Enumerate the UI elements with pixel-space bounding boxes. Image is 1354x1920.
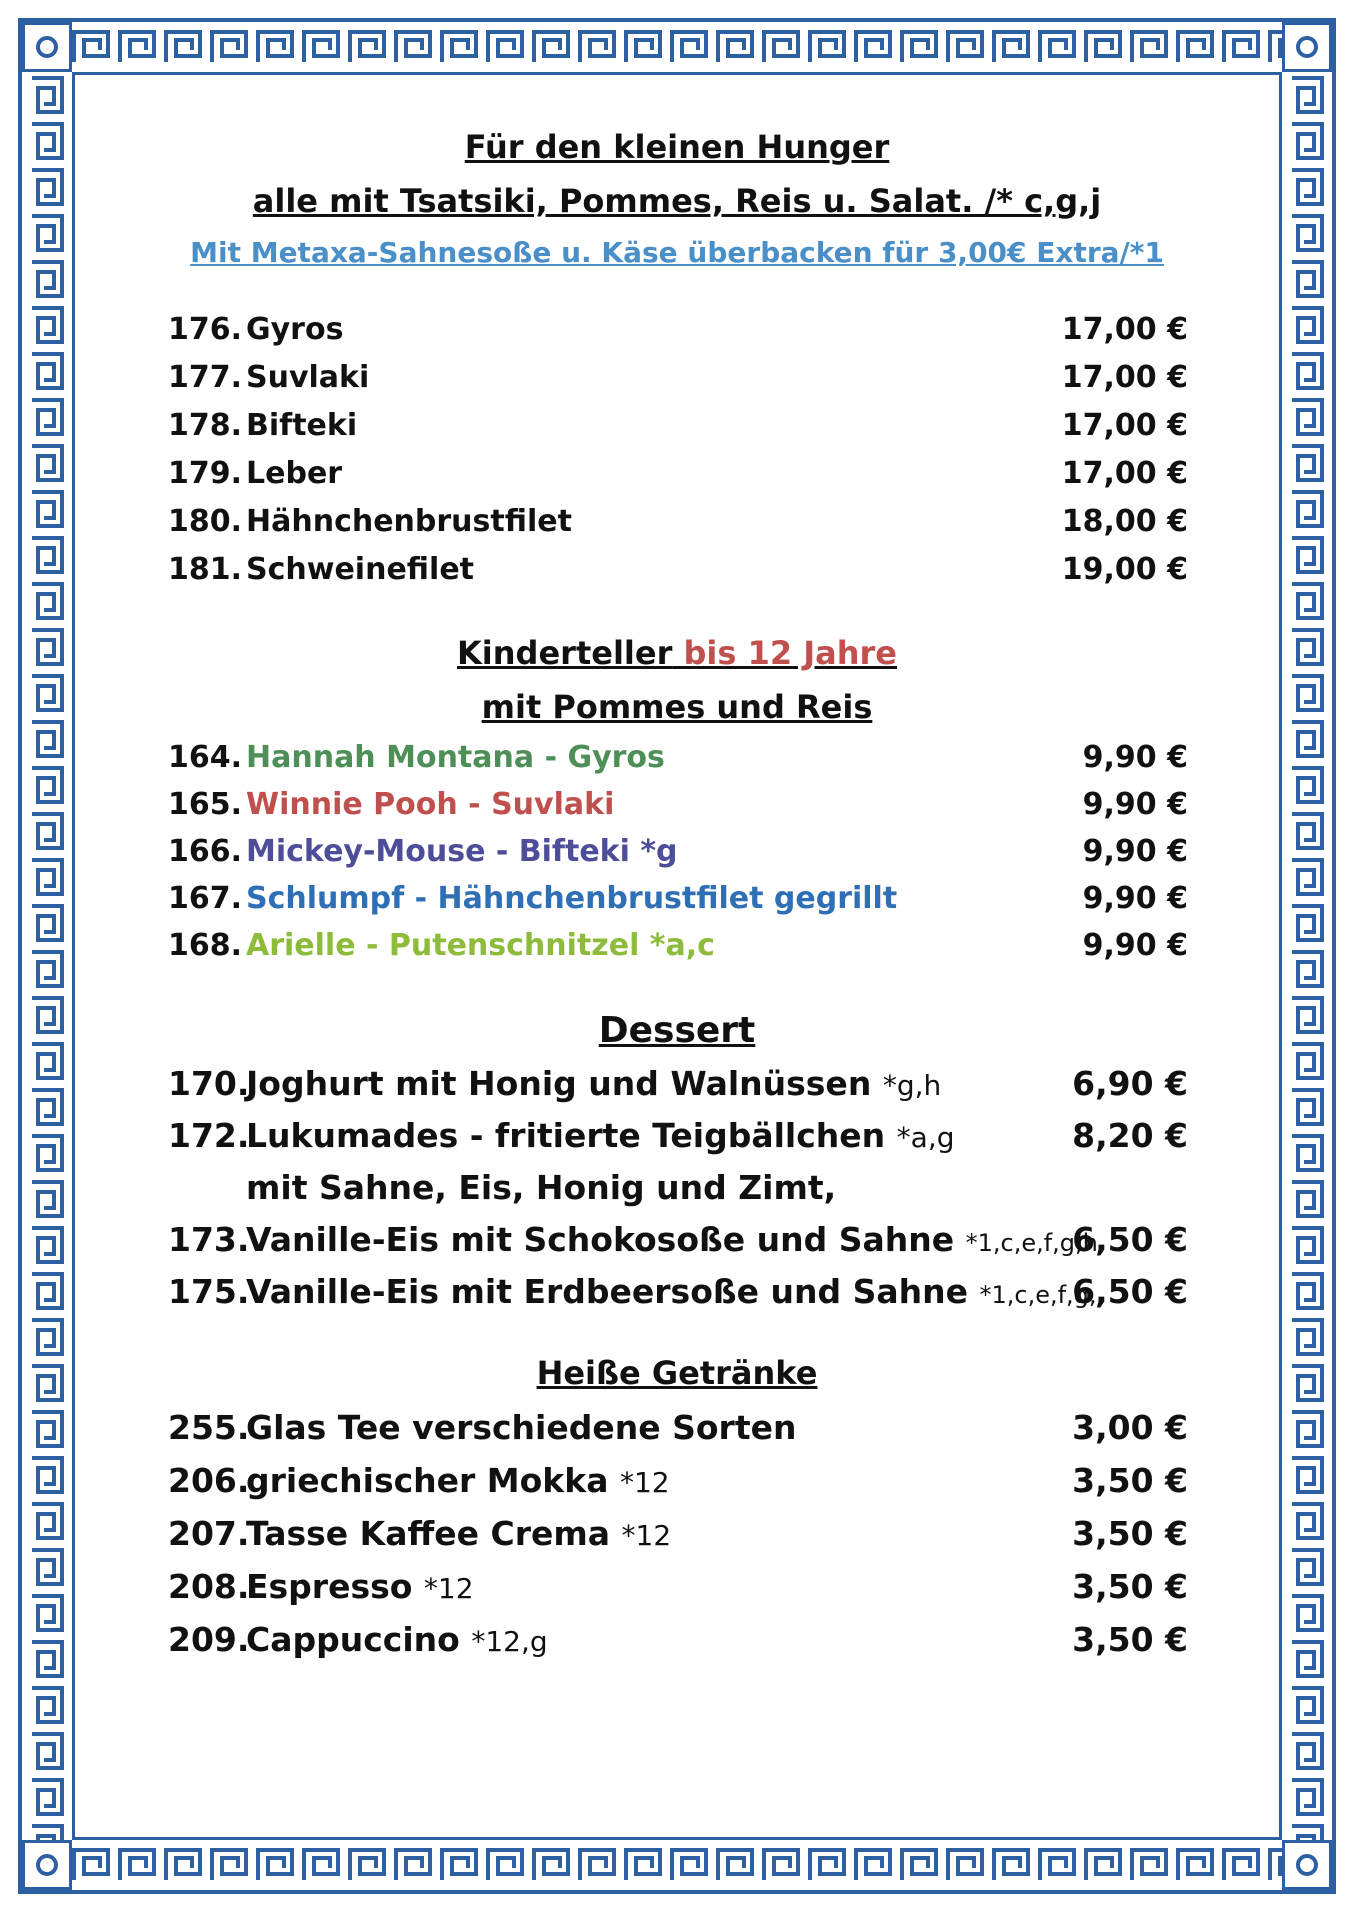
item-price: 6,90 €: [1072, 1064, 1188, 1103]
allergen-note: *12: [423, 1572, 474, 1605]
item-name-text: Vanille-Eis mit Erdbeersoße und Sahne: [246, 1272, 968, 1311]
item-price: 17,00 €: [1061, 312, 1188, 347]
item-name: Schweinefilet: [246, 552, 475, 587]
item-name: Leber: [246, 456, 343, 491]
item-number: 206.: [168, 1461, 250, 1500]
menu-item: [168, 360, 1188, 404]
item-name: Gyros: [246, 312, 344, 347]
item-name-text: Vanille-Eis mit Schokosoße und Sahne: [246, 1220, 955, 1259]
item-price: 9,90 €: [1082, 881, 1188, 916]
metaxa-extra-note: Mit Metaxa-Sahnesoße u. Käse überbacken für 3,00€ Extra/*1: [190, 236, 1164, 269]
item-number: 164.: [168, 740, 243, 775]
item-name: Suvlaki: [246, 360, 370, 395]
menu-item: [168, 456, 1188, 500]
menu-item: [168, 1272, 1188, 1316]
item-name: [246, 1408, 796, 1447]
menu-item: [168, 552, 1188, 596]
item-price: 9,90 €: [1082, 787, 1188, 822]
section-subtitle-kinderteller: mit Pommes und Reis: [481, 688, 873, 726]
item-price: 17,00 €: [1061, 456, 1188, 491]
item-price: 3,50 €: [1072, 1567, 1188, 1606]
item-name: [246, 1272, 1097, 1311]
menu-item: [168, 881, 1188, 925]
item-name: Schlumpf - Hähnchenbrustfilet gegrillt: [246, 881, 898, 916]
item-price: 18,00 €: [1061, 504, 1188, 539]
item-number: 168.: [168, 928, 243, 963]
menu-item: [168, 312, 1188, 356]
item-name: Mickey-Mouse - Bifteki *g: [246, 834, 678, 869]
item-price: 17,00 €: [1061, 360, 1188, 395]
item-name: Hähnchenbrustfilet: [246, 504, 572, 539]
menu-item: [168, 1220, 1188, 1264]
item-name-text: Lukumades - fritierte Teigbällchen: [246, 1116, 886, 1155]
menu-item: [168, 740, 1188, 784]
item-price: 6,50 €: [1072, 1220, 1188, 1259]
item-price: 3,50 €: [1072, 1620, 1188, 1659]
item-number: 255.: [168, 1408, 250, 1447]
item-price: 17,00 €: [1061, 408, 1188, 443]
section-title-dessert: Dessert: [598, 1010, 756, 1051]
allergen-note: *a,g: [896, 1121, 955, 1154]
item-number: 170.: [168, 1064, 250, 1103]
allergen-note: *g,h: [882, 1069, 942, 1102]
item-name-text: Espresso: [246, 1567, 413, 1606]
item-number: 172.: [168, 1116, 250, 1155]
item-price: 3,50 €: [1072, 1514, 1188, 1553]
item-name: [246, 1116, 955, 1155]
item-number: 176.: [168, 312, 243, 347]
item-name: [246, 1064, 941, 1103]
section-title-kinderteller: [0, 634, 1354, 672]
item-name-text: Cappuccino: [246, 1620, 460, 1659]
item-name: [246, 1461, 670, 1500]
allergen-note: *12: [619, 1466, 670, 1499]
section-title-heisse-getraenke: Heiße Getränke: [536, 1354, 818, 1392]
item-number: 208.: [168, 1567, 250, 1606]
allergen-note: *12,g: [471, 1625, 548, 1658]
item-price: 9,90 €: [1082, 740, 1188, 775]
menu-item: [168, 834, 1188, 878]
item-name: Winnie Pooh - Suvlaki: [246, 787, 615, 822]
menu-item: [168, 504, 1188, 548]
item-number: 181.: [168, 552, 243, 587]
item-name: [246, 1514, 671, 1553]
menu-item: [168, 787, 1188, 831]
item-number: 209.: [168, 1620, 250, 1659]
allergen-note: *1,c,e,f,g,h: [965, 1229, 1098, 1257]
menu-item: [168, 1567, 1188, 1611]
age-limit-label: bis 12 Jahre: [683, 634, 897, 672]
menu-item: [168, 1514, 1188, 1558]
menu-item: [168, 1461, 1188, 1505]
item-price: 3,00 €: [1072, 1408, 1188, 1447]
item-price: 9,90 €: [1082, 834, 1188, 869]
menu-item: [168, 928, 1188, 972]
item-name-text: Joghurt mit Honig und Walnüssen: [246, 1064, 872, 1103]
item-number: 177.: [168, 360, 243, 395]
item-price: 3,50 €: [1072, 1461, 1188, 1500]
menu-item: [168, 408, 1188, 452]
item-name: [246, 1220, 1098, 1259]
allergen-note: *1,c,e,f,g,: [979, 1281, 1097, 1309]
item-name: Hannah Montana - Gyros: [246, 740, 665, 775]
kinderteller-label: Kinderteller: [457, 634, 673, 672]
item-number: 173.: [168, 1220, 250, 1259]
item-number: 165.: [168, 787, 243, 822]
item-price: 8,20 €: [1072, 1116, 1188, 1155]
item-number: 179.: [168, 456, 243, 491]
item-number: 166.: [168, 834, 243, 869]
item-number: 178.: [168, 408, 243, 443]
item-number: 167.: [168, 881, 243, 916]
menu-item: [168, 1064, 1188, 1108]
item-name: Bifteki: [246, 408, 358, 443]
item-name: [246, 1620, 548, 1659]
menu-item: [168, 1116, 1188, 1160]
item-price: 9,90 €: [1082, 928, 1188, 963]
item-price: 19,00 €: [1061, 552, 1188, 587]
item-name-text: griechischer Mokka: [246, 1461, 609, 1500]
item-name: [246, 1567, 474, 1606]
item-number: 207.: [168, 1514, 250, 1553]
section-title-kleiner-hunger: Für den kleinen Hunger: [464, 128, 890, 166]
menu-item-continuation: [168, 1168, 1188, 1212]
menu-item: [168, 1408, 1188, 1452]
allergen-note: *12: [621, 1519, 672, 1552]
item-name-text: Glas Tee verschiedene Sorten: [246, 1408, 797, 1447]
item-name: Arielle - Putenschnitzel *a,c: [246, 928, 715, 963]
item-price: 6,50 €: [1072, 1272, 1188, 1311]
item-name-text: Tasse Kaffee Crema: [246, 1514, 611, 1553]
item-number: 175.: [168, 1272, 250, 1311]
item-number: 180.: [168, 504, 243, 539]
menu-item: [168, 1620, 1188, 1664]
item-description: mit Sahne, Eis, Honig und Zimt,: [246, 1168, 837, 1207]
section-subtitle-kleiner-hunger: alle mit Tsatsiki, Pommes, Reis u. Salat. /* c,g,j: [252, 182, 1102, 220]
